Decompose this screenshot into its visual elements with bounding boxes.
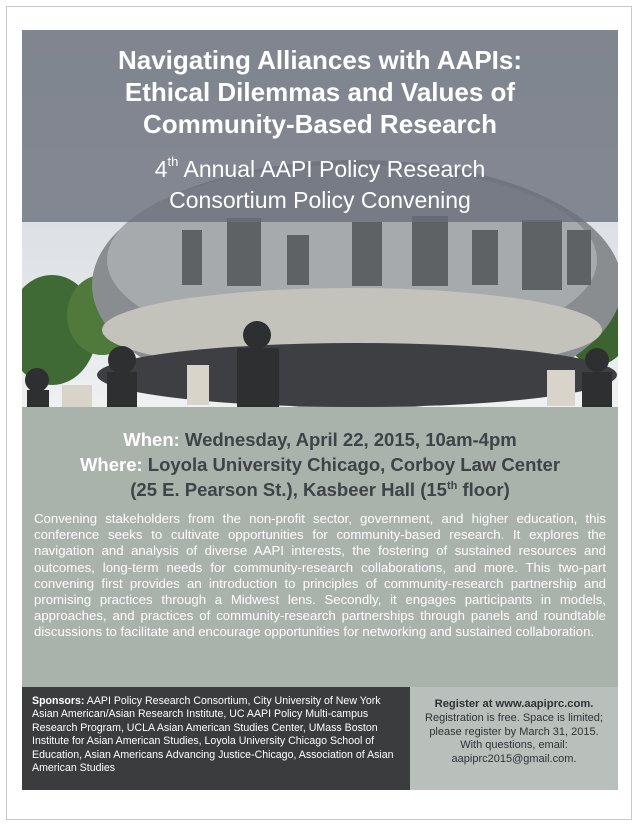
event-where-address bbox=[22, 479, 618, 501]
address-floor: floor) bbox=[457, 479, 510, 500]
event-when bbox=[22, 429, 618, 451]
title-line: Navigating Alliances with AAPIs: bbox=[117, 45, 523, 75]
subtitle-line1: Annual AAPI Policy Research bbox=[178, 156, 486, 182]
contact-email: aapiprc2015@gmail.com. bbox=[451, 753, 577, 766]
register-line: Registration is free. Space is limited; bbox=[425, 711, 603, 724]
title-band bbox=[22, 30, 618, 222]
sponsors-label: Sponsors: bbox=[32, 695, 85, 707]
event-info-panel bbox=[22, 407, 618, 687]
title-line: Community-Based Research bbox=[143, 109, 497, 139]
register-line: With questions, email: bbox=[460, 739, 568, 752]
sponsors-list: AAPI Policy Research Consortium, City University of New York Asian American/Asian Research Institute, UC AAPI Policy Multi-campus Research Program, UCLA Asian American Studies Center, UMass Boston Institute for Asian American Studies, Loyola University Chicago School of Education, Asian Americans Advancing Justice-Chicago, Association of Asian American Studies bbox=[32, 695, 394, 775]
title-line: Ethical Dilemmas and Values of bbox=[124, 77, 516, 107]
where-label: Where: bbox=[79, 454, 143, 475]
event-subtitle bbox=[22, 154, 618, 216]
event-description: Convening stakeholders from the non-profit sector, government, and higher education, this conference seeks to cultivate opportunities for community-based research. It explores the navigation and analysis of diverse AAPI interests, the fostering of sustained resources and outcomes, long-term needs for community-research collaborations, and more. This two-part convening first provides an introduction to principles of community-research partnership and promising practices through a Midwest lens. Secondly, it engages participants in models, approaches, and practices of community-research partnerships through panels and roundtable discussions to facilitate and encourage opportunities for networking and sustained collaboration. bbox=[34, 511, 606, 640]
subtitle-ordinal-suffix: th bbox=[167, 154, 179, 169]
where-value: Loyola University Chicago, Corboy Law Center bbox=[142, 454, 561, 475]
subtitle-line2: Consortium Policy Convening bbox=[169, 187, 471, 213]
when-value: Wednesday, April 22, 2015, 10am-4pm bbox=[179, 429, 517, 450]
registration-box bbox=[410, 687, 618, 790]
event-where bbox=[22, 454, 618, 476]
event-title bbox=[22, 44, 618, 140]
hero-photo bbox=[22, 30, 618, 407]
subtitle-ordinal: 4 bbox=[154, 156, 168, 182]
floor-ordinal-suffix: th bbox=[446, 480, 458, 492]
address-text: (25 E. Pearson St.), Kasbeer Hall (15 bbox=[130, 479, 447, 500]
when-label: When: bbox=[123, 429, 180, 450]
sponsors-box bbox=[22, 687, 410, 790]
register-heading: Register at www.aapiprc.com. bbox=[434, 698, 594, 710]
register-line: please register by March 31, 2015. bbox=[429, 725, 599, 738]
